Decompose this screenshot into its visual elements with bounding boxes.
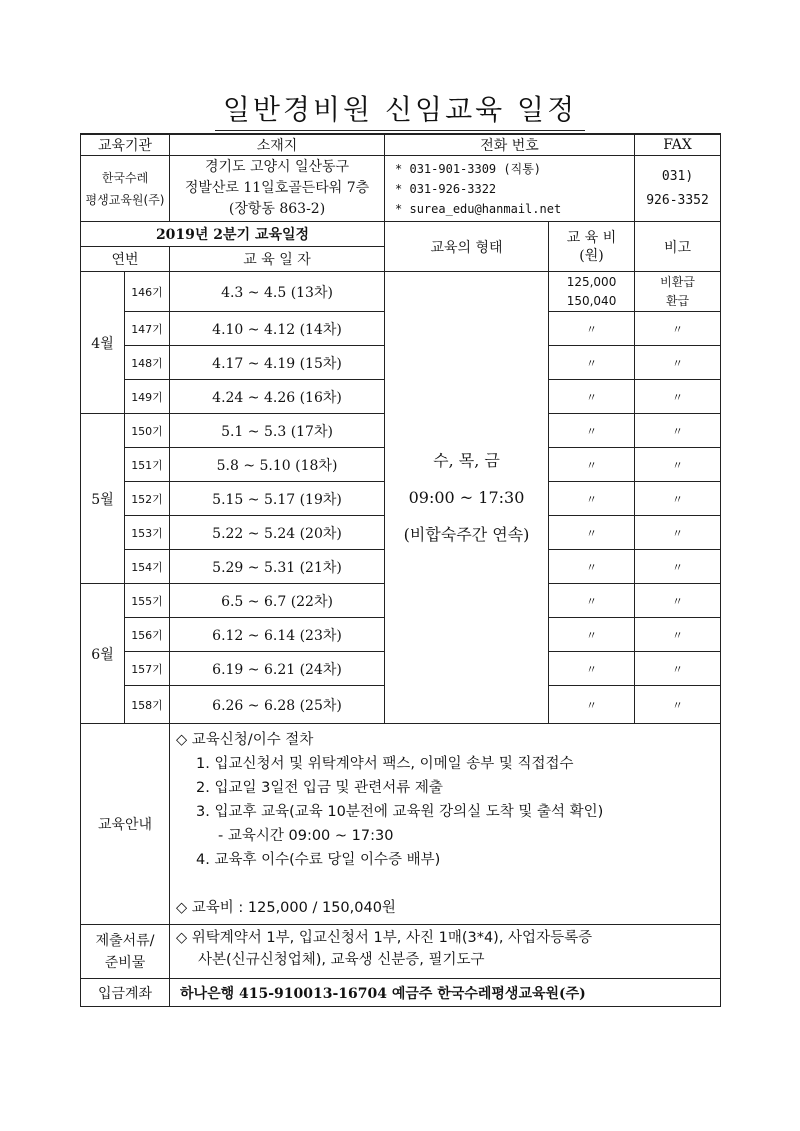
fee-cell: 〃	[549, 380, 635, 414]
fee-cell: 〃	[549, 618, 635, 652]
note-cell: 〃	[635, 414, 721, 448]
guide-content: ◇ 교육신청/이수 절차 1. 입교신청서 및 위탁계약서 팩스, 이메일 송부 및 직접접수 2. 입교일 3일전 입금 및 관련서류 제출 3. 입교후 교육(교육 10분전에 교육원 강의실 도착 및 출석 확인) - 교육시간 09:00 ~ 17:30 4. 교육후 이수(수료 당일 이수증 배부) ◇ 교육비 : 125,000 / 150,040원	[170, 724, 721, 925]
term-cell: 147기	[125, 312, 170, 346]
fee-cell: 125,000 150,040	[549, 272, 635, 312]
fee-cell: 〃	[549, 482, 635, 516]
note-cell: 〃	[635, 686, 721, 724]
month-april: 4월	[81, 272, 125, 414]
fee-cell: 〃	[549, 516, 635, 550]
account-label: 입금계좌	[81, 979, 170, 1007]
dates-cell: 5.29 ~ 5.31 (21차)	[170, 550, 385, 584]
guide-label: 교육안내	[81, 724, 170, 925]
fee-cell: 〃	[549, 652, 635, 686]
schedule-table	[80, 133, 721, 1007]
term-cell: 146기	[125, 272, 170, 312]
note-cell: 〃	[635, 448, 721, 482]
note-cell: 〃	[635, 584, 721, 618]
header-fax: FAX	[635, 134, 721, 156]
note-cell: 〃	[635, 618, 721, 652]
note-cell: 〃	[635, 482, 721, 516]
fax-number: 031) 926-3352	[635, 156, 721, 222]
dates-cell: 6.12 ~ 6.14 (23차)	[170, 618, 385, 652]
dates-cell: 6.5 ~ 6.7 (22차)	[170, 584, 385, 618]
dates-cell: 6.26 ~ 6.28 (25차)	[170, 686, 385, 724]
fee-cell: 〃	[549, 346, 635, 380]
dates-heading: 교 육 일 자	[170, 247, 385, 272]
dates-cell: 4.3 ~ 4.5 (13차)	[170, 272, 385, 312]
fee-cell: 〃	[549, 686, 635, 724]
header-location: 소재지	[170, 134, 385, 156]
term-cell: 156기	[125, 618, 170, 652]
fee-cell: 〃	[549, 414, 635, 448]
header-phone: 전화 번호	[385, 134, 635, 156]
note-heading: 비고	[635, 222, 721, 272]
term-cell: 148기	[125, 346, 170, 380]
term-cell: 151기	[125, 448, 170, 482]
term-cell: 150기	[125, 414, 170, 448]
note-cell: 〃	[635, 652, 721, 686]
email-link[interactable]: * surea_edu@hanmail.net	[395, 201, 562, 216]
term-cell: 149기	[125, 380, 170, 414]
note-cell: 〃	[635, 380, 721, 414]
org-name: 한국수레 평생교육원(주)	[81, 156, 170, 222]
note-cell: 〃	[635, 312, 721, 346]
month-may: 5월	[81, 414, 125, 584]
dates-cell: 5.15 ~ 5.17 (19차)	[170, 482, 385, 516]
form-heading: 교육의 형태	[385, 222, 549, 272]
address: 경기도 고양시 일산동구 정발산로 11일호골든타워 7층 (장항동 863-2)	[170, 156, 385, 222]
term-cell: 152기	[125, 482, 170, 516]
dates-cell: 5.8 ~ 5.10 (18차)	[170, 448, 385, 482]
dates-cell: 4.24 ~ 4.26 (16차)	[170, 380, 385, 414]
fee-cell: 〃	[549, 550, 635, 584]
phone-email: * 031-901-3309 (직통) * 031-926-3322 * surea_edu@hanmail.net	[385, 156, 635, 222]
note-cell: 〃	[635, 516, 721, 550]
page-title: 일반경비원 신임교육 일정	[0, 88, 800, 131]
term-cell: 155기	[125, 584, 170, 618]
term-cell: 153기	[125, 516, 170, 550]
term-cell: 157기	[125, 652, 170, 686]
month-june: 6월	[81, 584, 125, 724]
header-org: 교육기관	[81, 134, 170, 156]
docs-content: ◇ 위탁계약서 1부, 입교신청서 1부, 사진 1매(3*4), 사업자등록증 사본(신규신청업체), 교육생 신분증, 필기도구	[170, 925, 721, 979]
dates-cell: 5.1 ~ 5.3 (17차)	[170, 414, 385, 448]
dates-cell: 5.22 ~ 5.24 (20차)	[170, 516, 385, 550]
note-cell: 〃	[635, 346, 721, 380]
dates-cell: 4.10 ~ 4.12 (14차)	[170, 312, 385, 346]
note-cell: 비환급 환급	[635, 272, 721, 312]
docs-label: 제출서류/ 준비물	[81, 925, 170, 979]
fee-cell: 〃	[549, 448, 635, 482]
term-heading: 연번	[81, 247, 170, 272]
account-info: 하나은행 415-910013-16704 예금주 한국수레평생교육원(주)	[170, 979, 721, 1007]
education-form: 수, 목, 금 09:00 ~ 17:30 (비합숙주간 연속)	[385, 272, 549, 724]
term-cell: 158기	[125, 686, 170, 724]
fee-heading: 교 육 비 (원)	[549, 222, 635, 272]
dates-cell: 6.19 ~ 6.21 (24차)	[170, 652, 385, 686]
fee-cell: 〃	[549, 312, 635, 346]
dates-cell: 4.17 ~ 4.19 (15차)	[170, 346, 385, 380]
fee-cell: 〃	[549, 584, 635, 618]
quarter-heading: 2019년 2분기 교육일정	[81, 222, 385, 247]
note-cell: 〃	[635, 550, 721, 584]
term-cell: 154기	[125, 550, 170, 584]
